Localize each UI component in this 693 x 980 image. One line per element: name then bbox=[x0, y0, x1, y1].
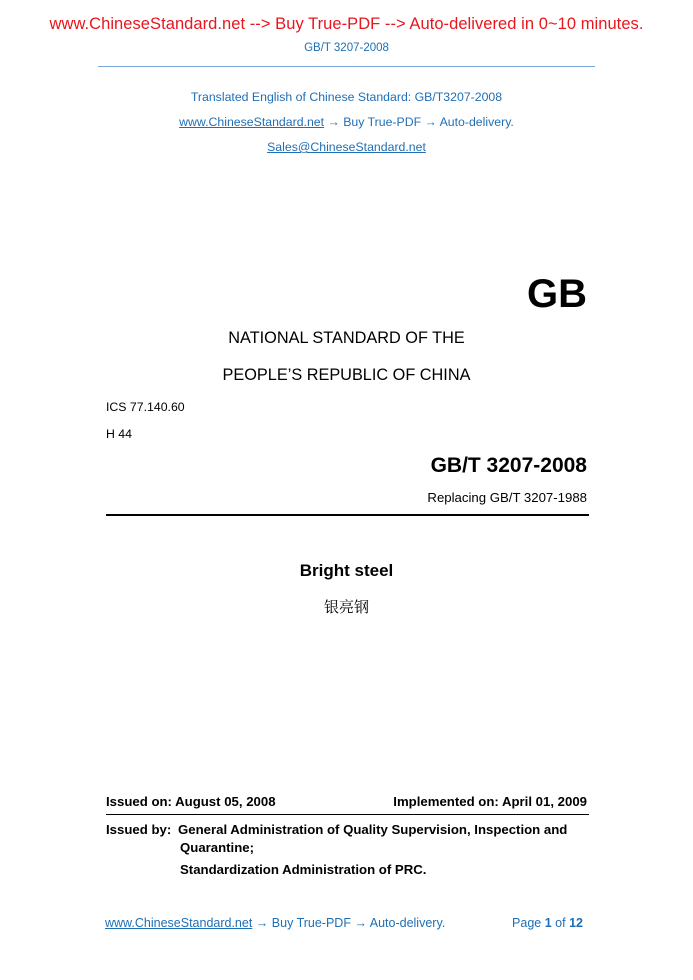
footer-buy-text: Buy True-PDF bbox=[271, 916, 351, 930]
footer-purchase-line bbox=[105, 916, 445, 930]
footer-delivery-text: Auto-delivery. bbox=[369, 916, 446, 930]
page-indicator bbox=[512, 916, 583, 930]
purchase-line bbox=[0, 115, 693, 129]
arrow-right-icon: → bbox=[327, 115, 340, 129]
page-total: 12 bbox=[569, 916, 583, 930]
site-link[interactable]: www.ChineseStandard.net bbox=[179, 115, 325, 129]
issued-by-line1: General Administration of Quality Supervision, Inspection and bbox=[178, 822, 568, 837]
promo-banner[interactable]: www.ChineseStandard.net --> Buy True-PDF --> Auto-delivered in 0~10 minutes. bbox=[49, 15, 644, 33]
replacing-standard: Replacing GB/T 3207-1988 bbox=[427, 490, 587, 505]
running-header-code: GB/T 3207-2008 bbox=[304, 42, 389, 54]
arrow-right-icon: → bbox=[424, 115, 437, 129]
page-of: of bbox=[555, 916, 566, 930]
gb-logo: GB bbox=[527, 272, 587, 316]
ics-code: ICS 77.140.60 bbox=[106, 400, 185, 414]
issued-by-line3: Standardization Administration of PRC. bbox=[180, 862, 427, 877]
page-current: 1 bbox=[544, 916, 552, 930]
implemented-on-date: Implemented on: April 01, 2009 bbox=[393, 794, 587, 809]
buy-text: Buy True-PDF bbox=[343, 115, 422, 129]
issued-on-date: Issued on: August 05, 2008 bbox=[106, 794, 276, 809]
issued-by-line2: Quarantine; bbox=[180, 840, 255, 855]
national-standard-line1: NATIONAL STANDARD OF THE bbox=[228, 329, 465, 347]
translation-notice: Translated English of Chinese Standard: GB/T3207-2008 bbox=[190, 90, 503, 104]
sales-email-link[interactable]: Sales@ChineseStandard.net bbox=[267, 140, 426, 154]
delivery-text: Auto-delivery. bbox=[439, 115, 514, 129]
dates-divider bbox=[106, 814, 589, 815]
document-title: Bright steel bbox=[299, 561, 394, 580]
standard-number: GB/T 3207-2008 bbox=[430, 454, 587, 477]
issued-by-label: Issued by: bbox=[106, 822, 172, 837]
document-title-chinese: 银亮钢 bbox=[323, 599, 369, 616]
header-divider bbox=[98, 66, 595, 67]
title-divider bbox=[106, 514, 589, 516]
arrow-right-icon: → bbox=[354, 916, 367, 930]
arrow-right-icon: → bbox=[255, 916, 269, 930]
classification-code: H 44 bbox=[106, 427, 132, 441]
national-standard-line2: PEOPLE’S REPUBLIC OF CHINA bbox=[222, 366, 471, 384]
page-label: Page bbox=[512, 916, 542, 930]
footer-site-link[interactable]: www.ChineseStandard.net bbox=[105, 916, 253, 930]
email-line bbox=[0, 140, 693, 154]
